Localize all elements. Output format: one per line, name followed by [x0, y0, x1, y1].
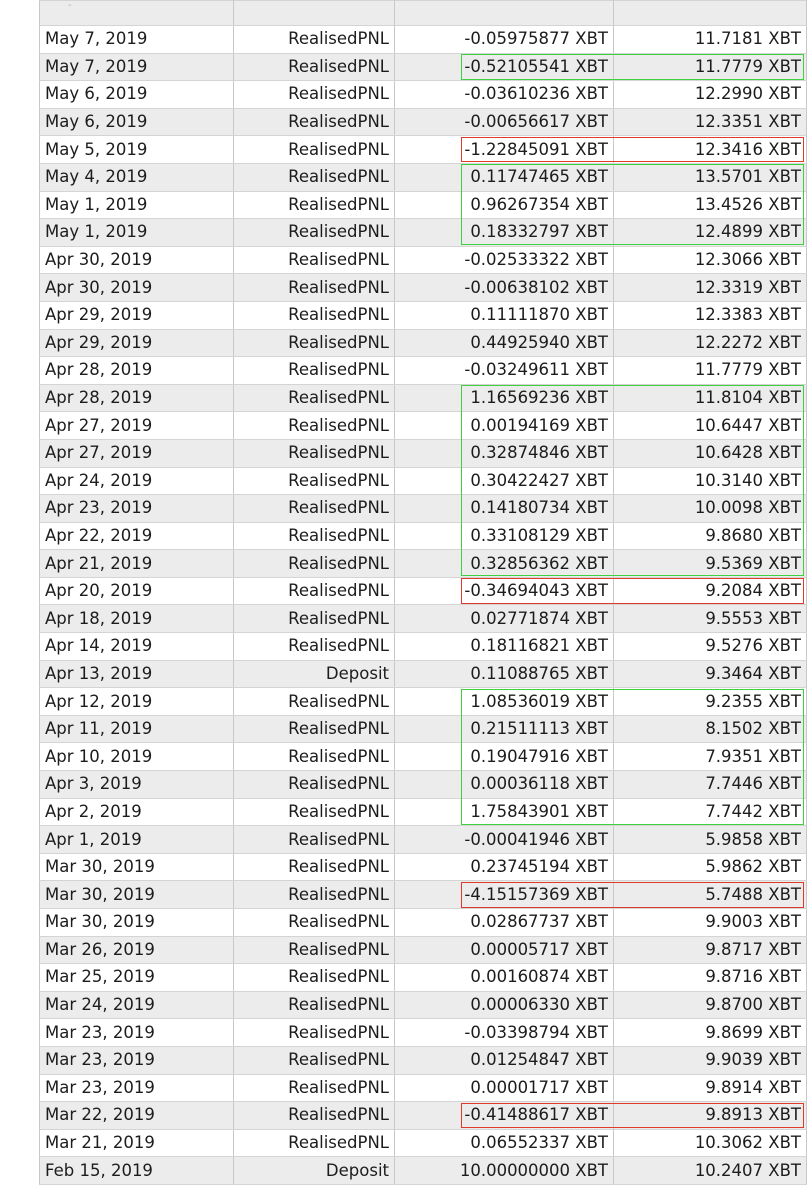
amount-cell: 0.32856362 XBT [395, 550, 614, 578]
date-cell: Apr 22, 2019 [40, 522, 234, 550]
amount-cell: 0.02867737 XBT [395, 909, 614, 937]
amount-cell: 10.00000000 XBT [395, 1157, 614, 1185]
type-cell: RealisedPNL [234, 1074, 395, 1102]
table-row [40, 412, 807, 440]
type-cell: RealisedPNL [234, 1129, 395, 1157]
table-row [40, 522, 807, 550]
amount-cell: 0.21511113 XBT [395, 715, 614, 743]
amount-cell: 0.02771874 XBT [395, 605, 614, 633]
date-cell: Mar 25, 2019 [40, 964, 234, 992]
type-cell: RealisedPNL [234, 219, 395, 247]
balance-cell: 13.4526 XBT [614, 191, 807, 219]
amount-cell: -0.02533322 XBT [395, 246, 614, 274]
date-cell: Mar 22, 2019 [40, 1102, 234, 1130]
date-cell: Apr 30, 2019 [40, 246, 234, 274]
table-row [40, 550, 807, 578]
balance-cell: 12.4899 XBT [614, 219, 807, 247]
date-cell: Apr 30, 2019 [40, 274, 234, 302]
amount-cell: 0.19047916 XBT [395, 743, 614, 771]
type-cell: RealisedPNL [234, 633, 395, 661]
type-cell: RealisedPNL [234, 826, 395, 854]
balance-cell: 12.3383 XBT [614, 301, 807, 329]
date-cell: Apr 28, 2019 [40, 357, 234, 385]
amount-cell: 0.01254847 XBT [395, 1046, 614, 1074]
date-cell: Mar 23, 2019 [40, 1046, 234, 1074]
type-cell: RealisedPNL [234, 909, 395, 937]
table-row [40, 329, 807, 357]
date-cell: Apr 28, 2019 [40, 384, 234, 412]
type-cell: RealisedPNL [234, 853, 395, 881]
type-cell: RealisedPNL [234, 550, 395, 578]
table-row [40, 605, 807, 633]
type-cell: RealisedPNL [234, 467, 395, 495]
amount-cell: 1.16569236 XBT [395, 384, 614, 412]
table-row [40, 495, 807, 523]
type-cell: RealisedPNL [234, 1046, 395, 1074]
amount-cell: 0.00036118 XBT [395, 771, 614, 799]
type-cell: RealisedPNL [234, 881, 395, 909]
balance-cell: 5.9862 XBT [614, 853, 807, 881]
table-row [40, 274, 807, 302]
type-cell: Deposit [234, 660, 395, 688]
wallet-history-table [39, 0, 801, 1200]
balance-cell: 10.3140 XBT [614, 467, 807, 495]
amount-cell: 0.33108129 XBT [395, 522, 614, 550]
date-cell: May 7, 2019 [40, 53, 234, 81]
amount-cell: 0.06552337 XBT [395, 1129, 614, 1157]
date-cell: Apr 24, 2019 [40, 467, 234, 495]
type-cell: RealisedPNL [234, 108, 395, 136]
date-cell: Apr 3, 2019 [40, 771, 234, 799]
amount-cell: 0.11111870 XBT [395, 301, 614, 329]
balance-cell: 12.3416 XBT [614, 136, 807, 164]
type-cell: RealisedPNL [234, 495, 395, 523]
date-cell: Mar 24, 2019 [40, 991, 234, 1019]
amount-cell: 0.00006330 XBT [395, 991, 614, 1019]
amount-cell: 0.18332797 XBT [395, 219, 614, 247]
type-cell: RealisedPNL [234, 605, 395, 633]
type-cell: RealisedPNL [234, 439, 395, 467]
amount-cell: -0.34694043 XBT [395, 577, 614, 605]
balance-cell: 5.7488 XBT [614, 881, 807, 909]
balance-cell: 12.3066 XBT [614, 246, 807, 274]
table-row [40, 1102, 807, 1130]
date-cell: Mar 30, 2019 [40, 853, 234, 881]
type-cell: RealisedPNL [234, 715, 395, 743]
balance-cell: 9.8717 XBT [614, 936, 807, 964]
date-cell: Apr 29, 2019 [40, 301, 234, 329]
date-cell: Apr 14, 2019 [40, 633, 234, 661]
date-cell: Apr 27, 2019 [40, 412, 234, 440]
amount-cell: 0.30422427 XBT [395, 467, 614, 495]
balance-cell: 12.2990 XBT [614, 81, 807, 109]
table-row [40, 26, 807, 54]
amount-cell: 0.00001717 XBT [395, 1074, 614, 1102]
balance-cell: 10.0098 XBT [614, 495, 807, 523]
date-cell: Apr 11, 2019 [40, 715, 234, 743]
type-cell: RealisedPNL [234, 936, 395, 964]
balance-cell: 9.5276 XBT [614, 633, 807, 661]
table-row [40, 191, 807, 219]
balance-cell: 11.7779 XBT [614, 53, 807, 81]
amount-cell: -0.03398794 XBT [395, 1019, 614, 1047]
balance-cell: 10.6428 XBT [614, 439, 807, 467]
type-cell: RealisedPNL [234, 329, 395, 357]
type-cell: RealisedPNL [234, 136, 395, 164]
type-cell: RealisedPNL [234, 688, 395, 716]
date-cell: May 6, 2019 [40, 108, 234, 136]
amount-cell: 0.32874846 XBT [395, 439, 614, 467]
amount-cell: 0.00005717 XBT [395, 936, 614, 964]
table-row [40, 798, 807, 826]
partial-row-cell-amount [395, 1, 614, 26]
type-cell: RealisedPNL [234, 384, 395, 412]
balance-cell: 8.1502 XBT [614, 715, 807, 743]
table-row [40, 715, 807, 743]
type-cell: RealisedPNL [234, 1102, 395, 1130]
table-row [40, 136, 807, 164]
balance-cell: 10.2407 XBT [614, 1157, 807, 1185]
table-row [40, 660, 807, 688]
amount-cell: 0.00160874 XBT [395, 964, 614, 992]
type-cell: RealisedPNL [234, 53, 395, 81]
balance-cell: 7.7446 XBT [614, 771, 807, 799]
amount-cell: -0.00656617 XBT [395, 108, 614, 136]
balance-cell: 9.2084 XBT [614, 577, 807, 605]
table-row [40, 633, 807, 661]
balance-cell: 10.3062 XBT [614, 1129, 807, 1157]
type-cell: RealisedPNL [234, 771, 395, 799]
amount-cell: 0.18116821 XBT [395, 633, 614, 661]
date-cell: Apr 13, 2019 [40, 660, 234, 688]
date-cell: Mar 23, 2019 [40, 1074, 234, 1102]
table-row [40, 909, 807, 937]
date-cell: May 6, 2019 [40, 81, 234, 109]
amount-cell: -0.41488617 XBT [395, 1102, 614, 1130]
balance-cell: 9.9039 XBT [614, 1046, 807, 1074]
amount-cell: -4.15157369 XBT [395, 881, 614, 909]
amount-cell: -1.22845091 XBT [395, 136, 614, 164]
amount-cell: -0.03610236 XBT [395, 81, 614, 109]
partial-row-cell-balance [614, 1, 807, 26]
type-cell: RealisedPNL [234, 301, 395, 329]
table-row [40, 467, 807, 495]
balance-cell: 5.9858 XBT [614, 826, 807, 854]
balance-cell: 10.6447 XBT [614, 412, 807, 440]
balance-cell: 7.7442 XBT [614, 798, 807, 826]
date-cell: Apr 21, 2019 [40, 550, 234, 578]
table-row [40, 743, 807, 771]
balance-cell: 12.3351 XBT [614, 108, 807, 136]
type-cell: RealisedPNL [234, 163, 395, 191]
date-cell: Apr 12, 2019 [40, 688, 234, 716]
date-cell: Mar 30, 2019 [40, 881, 234, 909]
amount-cell: -0.00638102 XBT [395, 274, 614, 302]
amount-cell: 0.44925940 XBT [395, 329, 614, 357]
balance-cell: 9.5553 XBT [614, 605, 807, 633]
type-cell: RealisedPNL [234, 246, 395, 274]
amount-cell: 0.96267354 XBT [395, 191, 614, 219]
date-cell: May 7, 2019 [40, 26, 234, 54]
table-row [40, 384, 807, 412]
date-cell: Feb 15, 2019 [40, 1157, 234, 1185]
type-cell: RealisedPNL [234, 577, 395, 605]
date-cell: Apr 20, 2019 [40, 577, 234, 605]
balance-cell: 9.3464 XBT [614, 660, 807, 688]
balance-cell: 9.8716 XBT [614, 964, 807, 992]
type-cell: RealisedPNL [234, 991, 395, 1019]
balance-cell: 9.5369 XBT [614, 550, 807, 578]
balance-cell: 7.9351 XBT [614, 743, 807, 771]
date-cell: Apr 10, 2019 [40, 743, 234, 771]
balance-cell: 13.5701 XBT [614, 163, 807, 191]
table-row [40, 108, 807, 136]
type-cell: RealisedPNL [234, 274, 395, 302]
type-cell: RealisedPNL [234, 1019, 395, 1047]
table-row [40, 53, 807, 81]
balance-cell: 11.7779 XBT [614, 357, 807, 385]
balance-cell: 9.8699 XBT [614, 1019, 807, 1047]
amount-cell: 0.14180734 XBT [395, 495, 614, 523]
balance-cell: 9.8914 XBT [614, 1074, 807, 1102]
table-row [40, 246, 807, 274]
amount-cell: 1.08536019 XBT [395, 688, 614, 716]
balance-cell: 9.2355 XBT [614, 688, 807, 716]
balance-cell: 9.8680 XBT [614, 522, 807, 550]
amount-cell: -0.03249611 XBT [395, 357, 614, 385]
table-row [40, 964, 807, 992]
balance-cell: 11.8104 XBT [614, 384, 807, 412]
amount-cell: 0.11088765 XBT [395, 660, 614, 688]
table-row [40, 163, 807, 191]
partial-row-cell-type [234, 1, 395, 26]
table-row [40, 1074, 807, 1102]
date-cell: May 5, 2019 [40, 136, 234, 164]
table-row [40, 81, 807, 109]
table-row [40, 1046, 807, 1074]
balance-cell: 9.8913 XBT [614, 1102, 807, 1130]
type-cell: RealisedPNL [234, 522, 395, 550]
amount-cell: 0.11747465 XBT [395, 163, 614, 191]
type-cell: RealisedPNL [234, 26, 395, 54]
table-row [40, 1157, 807, 1185]
date-cell: Apr 27, 2019 [40, 439, 234, 467]
table-row [40, 991, 807, 1019]
date-cell: Mar 21, 2019 [40, 1129, 234, 1157]
table-row [40, 771, 807, 799]
date-cell: Apr 29, 2019 [40, 329, 234, 357]
date-cell: May 1, 2019 [40, 219, 234, 247]
table-row [40, 439, 807, 467]
table-row [40, 1019, 807, 1047]
table-row [40, 881, 807, 909]
table-row [40, 853, 807, 881]
date-cell: May 4, 2019 [40, 163, 234, 191]
table-row [40, 826, 807, 854]
ledger-body [40, 1, 807, 1185]
partial-row-cell: - [40, 1, 234, 26]
date-cell: Mar 23, 2019 [40, 1019, 234, 1047]
date-cell: Mar 30, 2019 [40, 909, 234, 937]
table-row [40, 688, 807, 716]
date-cell: Mar 26, 2019 [40, 936, 234, 964]
date-cell: May 1, 2019 [40, 191, 234, 219]
table-row [40, 936, 807, 964]
date-cell: Apr 18, 2019 [40, 605, 234, 633]
amount-cell: -0.05975877 XBT [395, 26, 614, 54]
table-row [40, 357, 807, 385]
date-cell: Apr 1, 2019 [40, 826, 234, 854]
table-row [40, 301, 807, 329]
table-row-partial [40, 1, 807, 26]
type-cell: Deposit [234, 1157, 395, 1185]
type-cell: RealisedPNL [234, 191, 395, 219]
type-cell: RealisedPNL [234, 81, 395, 109]
table-row [40, 1129, 807, 1157]
type-cell: RealisedPNL [234, 412, 395, 440]
balance-cell: 12.3319 XBT [614, 274, 807, 302]
amount-cell: 1.75843901 XBT [395, 798, 614, 826]
date-cell: Apr 23, 2019 [40, 495, 234, 523]
balance-cell: 9.9003 XBT [614, 909, 807, 937]
amount-cell: 0.00194169 XBT [395, 412, 614, 440]
type-cell: RealisedPNL [234, 964, 395, 992]
table-row [40, 577, 807, 605]
balance-cell: 9.8700 XBT [614, 991, 807, 1019]
type-cell: RealisedPNL [234, 743, 395, 771]
type-cell: RealisedPNL [234, 357, 395, 385]
amount-cell: -0.00041946 XBT [395, 826, 614, 854]
balance-cell: 12.2272 XBT [614, 329, 807, 357]
amount-cell: 0.23745194 XBT [395, 853, 614, 881]
type-cell: RealisedPNL [234, 798, 395, 826]
table-row [40, 219, 807, 247]
amount-cell: -0.52105541 XBT [395, 53, 614, 81]
date-cell: Apr 2, 2019 [40, 798, 234, 826]
transaction-ledger [39, 0, 807, 1185]
balance-cell: 11.7181 XBT [614, 26, 807, 54]
